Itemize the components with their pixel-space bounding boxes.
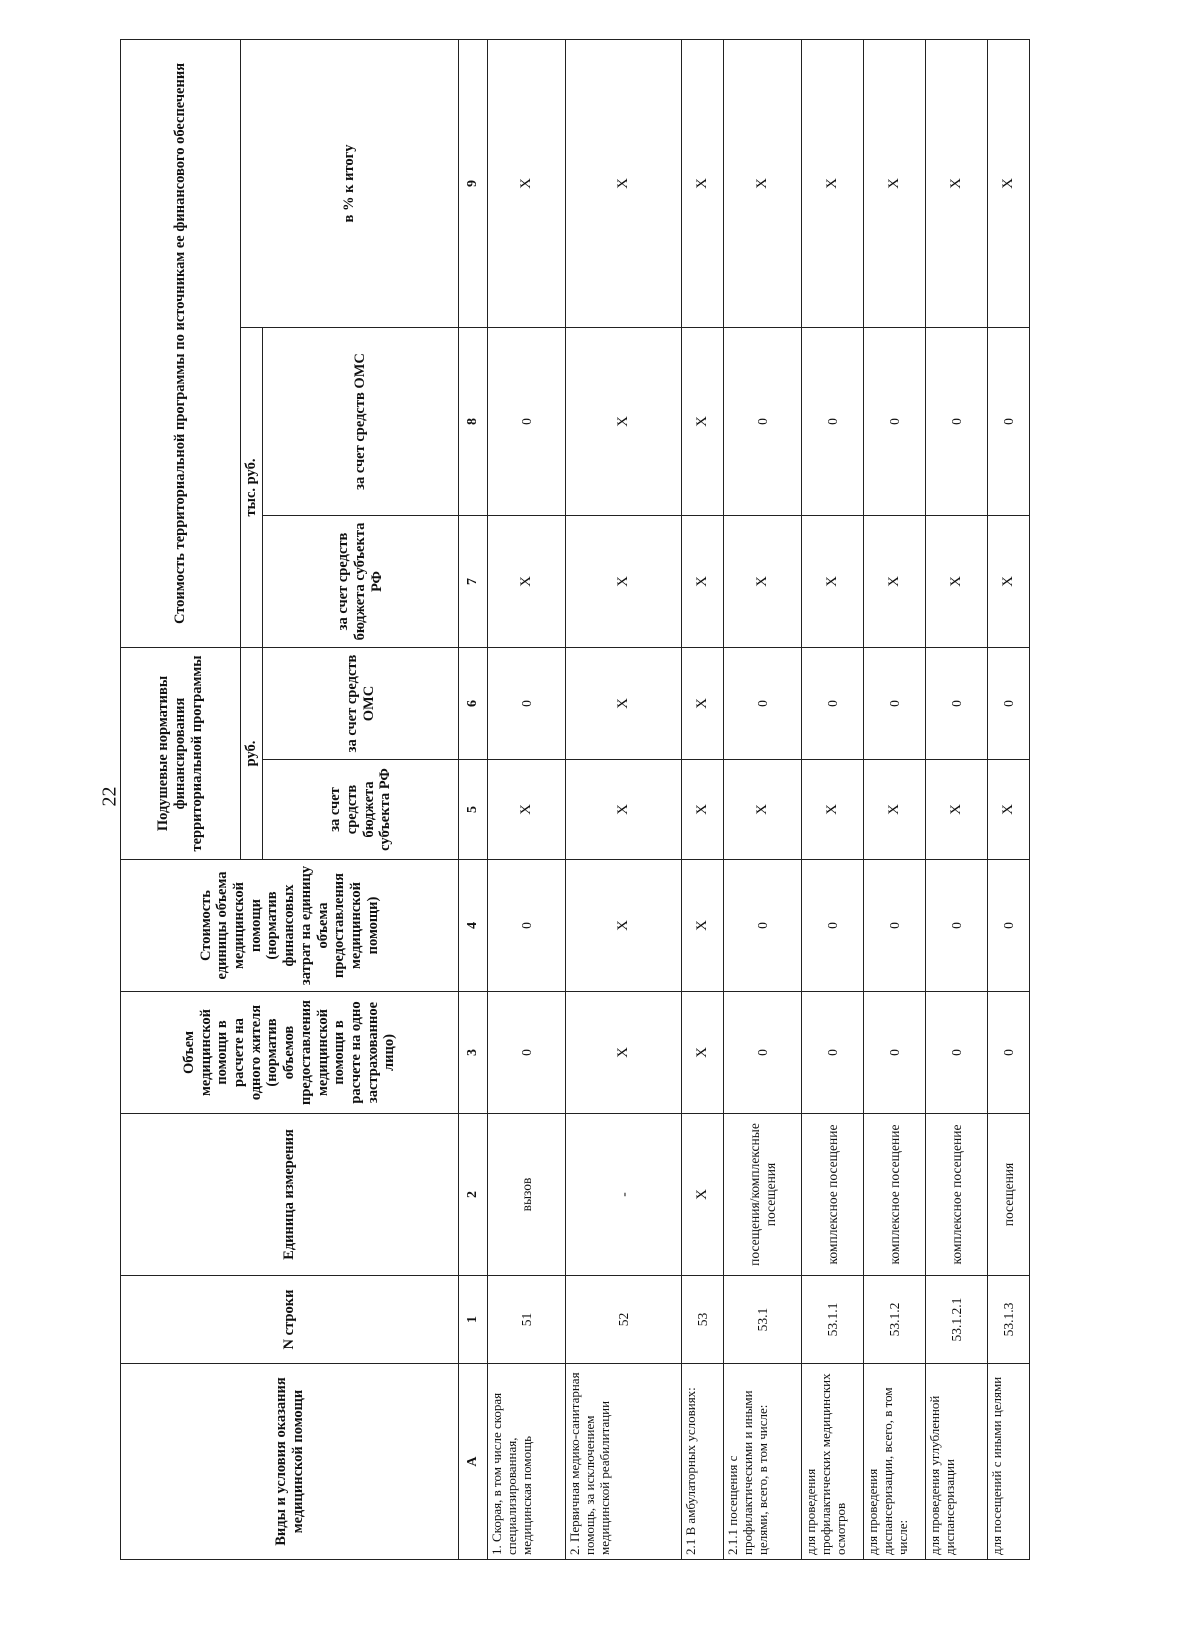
row-percent-total: X — [724, 39, 802, 327]
row-percent-total: X — [926, 39, 988, 327]
row-percap-oms: 0 — [864, 648, 926, 760]
row-volume: 0 — [802, 992, 864, 1114]
row-cost-budget: X — [682, 516, 724, 648]
row-percap-budget: X — [724, 760, 802, 860]
row-unit-cost: 0 — [802, 860, 864, 992]
row-unit-cost: X — [566, 860, 682, 992]
row-percap-oms: 0 — [488, 648, 566, 760]
row-name: 2. Первичная медико-санитарная помощь, за исключением медицинской реабилитации — [566, 1364, 682, 1560]
table-row — [682, 39, 724, 1559]
row-number: 53.1 — [724, 1276, 802, 1364]
rotated-table-sheet — [120, 40, 1016, 1560]
row-number: 53.1.2.1 — [926, 1276, 988, 1364]
row-unit-cost: 0 — [926, 860, 988, 992]
row-unit: вызов — [488, 1114, 566, 1276]
row-percap-budget: X — [566, 760, 682, 860]
col-num-8: 8 — [459, 328, 488, 516]
row-percent-total: X — [566, 39, 682, 327]
table-row — [566, 39, 682, 1559]
table-row — [988, 39, 1030, 1559]
row-unit: X — [682, 1114, 724, 1276]
row-unit: посещения — [988, 1114, 1030, 1276]
row-percap-oms: X — [682, 648, 724, 760]
table-row — [488, 39, 566, 1559]
page-number: 22 — [98, 786, 121, 807]
table-row — [802, 39, 864, 1559]
col-num-1: 1 — [459, 1276, 488, 1364]
header-types-conditions: Виды и условия оказания медицинской помощи — [121, 1364, 459, 1560]
row-percent-total: X — [682, 39, 724, 327]
row-percent-total: X — [802, 39, 864, 327]
row-unit: посещения/комплексные посещения — [724, 1114, 802, 1276]
row-cost-budget: X — [724, 516, 802, 648]
row-cost-budget: X — [864, 516, 926, 648]
row-unit-cost: 0 — [988, 860, 1030, 992]
row-unit: комплексное посещение — [802, 1114, 864, 1276]
row-unit-cost: X — [682, 860, 724, 992]
row-percap-budget: X — [802, 760, 864, 860]
header-percent-total: в % к итогу — [241, 39, 459, 327]
row-percap-oms: X — [566, 648, 682, 760]
row-percent-total: X — [864, 39, 926, 327]
table-row — [724, 39, 802, 1559]
header-rub-unit: руб. — [241, 648, 263, 860]
row-percap-oms: 0 — [802, 648, 864, 760]
col-num-7: 7 — [459, 516, 488, 648]
col-num-a: А — [459, 1364, 488, 1560]
row-name: для проведения углубленной диспансеризации — [926, 1364, 988, 1560]
col-num-4: 4 — [459, 860, 488, 992]
col-num-6: 6 — [459, 648, 488, 760]
row-name: для проведения профилактических медицинских осмотров — [802, 1364, 864, 1560]
header-percap-oms: за счет средств ОМС — [263, 648, 459, 760]
header-cost-budget: за счет средств бюджета субъекта РФ — [263, 516, 459, 648]
row-cost-oms: 0 — [926, 328, 988, 516]
program-cost-table — [120, 39, 1030, 1560]
row-cost-oms: 0 — [802, 328, 864, 516]
row-unit: комплексное посещение — [926, 1114, 988, 1276]
col-num-9: 9 — [459, 39, 488, 327]
row-percap-budget: X — [926, 760, 988, 860]
row-percap-budget: X — [488, 760, 566, 860]
row-cost-oms: 0 — [724, 328, 802, 516]
row-number: 53 — [682, 1276, 724, 1364]
row-cost-oms: 0 — [488, 328, 566, 516]
row-cost-oms: 0 — [864, 328, 926, 516]
row-volume: 0 — [488, 992, 566, 1114]
row-name: для посещений с иными целями — [988, 1364, 1030, 1560]
row-cost-oms: X — [682, 328, 724, 516]
header-volume: Объем медицинской помощи в расчете на одного жителя (норматив объемов предоставления медицинской помощи в расчете на одно застрахованное лицо) — [121, 992, 459, 1114]
table-row — [864, 39, 926, 1559]
row-number: 53.1.3 — [988, 1276, 1030, 1364]
header-percap-budget: за счет средств бюджета субъекта РФ — [263, 760, 459, 860]
row-percap-oms: 0 — [926, 648, 988, 760]
row-volume: 0 — [926, 992, 988, 1114]
header-program-cost-group: Стоимость территориальной программы по источникам ее финансового обеспечения — [121, 39, 241, 647]
row-cost-budget: X — [988, 516, 1030, 648]
row-percap-oms: 0 — [724, 648, 802, 760]
col-num-3: 3 — [459, 992, 488, 1114]
row-number: 51 — [488, 1276, 566, 1364]
row-number: 52 — [566, 1276, 682, 1364]
row-percap-budget: X — [682, 760, 724, 860]
row-cost-budget: X — [488, 516, 566, 648]
row-unit: комплексное посещение — [864, 1114, 926, 1276]
row-unit-cost: 0 — [864, 860, 926, 992]
row-volume: 0 — [864, 992, 926, 1114]
row-cost-oms: 0 — [988, 328, 1030, 516]
row-unit-cost: 0 — [724, 860, 802, 992]
row-percap-oms: 0 — [988, 648, 1030, 760]
header-unit-cost: Стоимость единицы объема медицинской помощи (норматив финансовых затрат на единицу объема предоставления медицинской помощи) — [121, 860, 459, 992]
table-row — [926, 39, 988, 1559]
row-number: 53.1.1 — [802, 1276, 864, 1364]
row-cost-budget: X — [802, 516, 864, 648]
row-volume: 0 — [724, 992, 802, 1114]
row-volume: 0 — [988, 992, 1030, 1114]
col-num-2: 2 — [459, 1114, 488, 1276]
header-row-number: N строки — [121, 1276, 459, 1364]
header-thousand-rub-unit: тыс. руб. — [241, 328, 263, 648]
header-cost-oms: за счет средств ОМС — [263, 328, 459, 516]
row-name: 1. Скорая, в том числе скорая специализированная, медицинская помощь — [488, 1364, 566, 1560]
header-per-capita-group: Подушевые нормативы финансирования территориальной программы — [121, 648, 241, 860]
row-percap-budget: X — [864, 760, 926, 860]
row-percent-total: X — [988, 39, 1030, 327]
row-cost-oms: X — [566, 328, 682, 516]
row-name: для проведения диспансеризации, всего, в том числе: — [864, 1364, 926, 1560]
column-numbers-row — [459, 39, 488, 1559]
row-volume: X — [682, 992, 724, 1114]
row-unit: - — [566, 1114, 682, 1276]
row-percent-total: X — [488, 39, 566, 327]
row-cost-budget: X — [566, 516, 682, 648]
row-percap-budget: X — [988, 760, 1030, 860]
row-cost-budget: X — [926, 516, 988, 648]
col-num-5: 5 — [459, 760, 488, 860]
row-name: 2.1.1 посещения с профилактическими и иными целями, всего, в том числе: — [724, 1364, 802, 1560]
row-name: 2.1 В амбулаторных условиях: — [682, 1364, 724, 1560]
row-unit-cost: 0 — [488, 860, 566, 992]
header-unit: Единица измерения — [121, 1114, 459, 1276]
row-volume: X — [566, 992, 682, 1114]
row-number: 53.1.2 — [864, 1276, 926, 1364]
